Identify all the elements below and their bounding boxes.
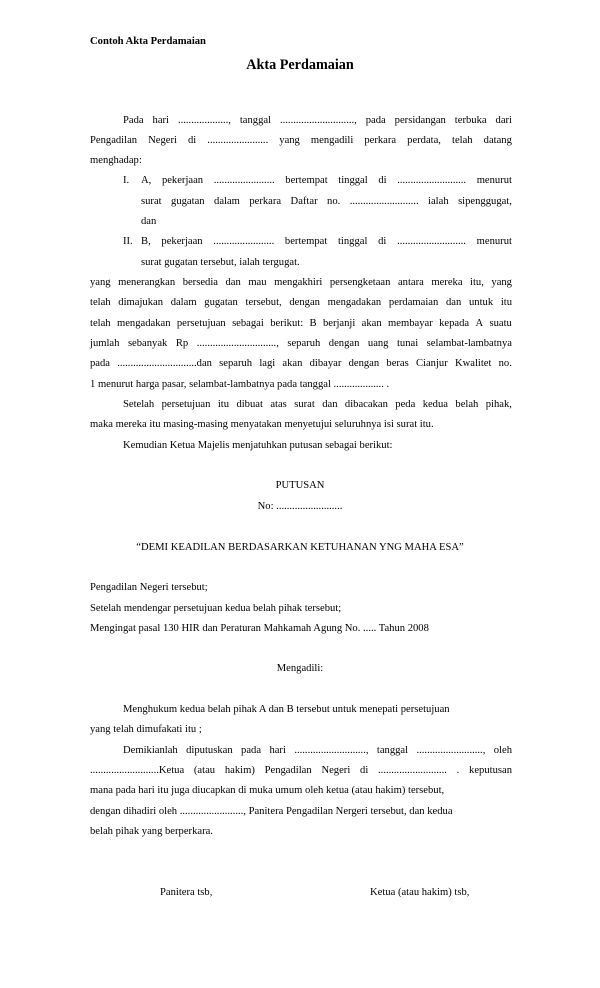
word: oleh: [493, 745, 512, 756]
word: perdata,: [407, 135, 441, 146]
word: mau: [248, 277, 267, 288]
word: jumlah: [90, 338, 120, 349]
word: Pada: [123, 115, 144, 126]
word: .: [456, 765, 460, 776]
word: A,: [141, 175, 152, 186]
word: di: [378, 236, 387, 247]
closing-line-1: [123, 745, 512, 758]
after-agreement-line-2: maka mereka itu masing-masing menyatakan menyetujui seluruhnya isi surat itu.: [90, 419, 434, 430]
agreement-line-6: 1 menurut harga pasar, selambat-lambatnya pada tanggal ................... .: [90, 379, 390, 390]
word: dibuat: [236, 399, 263, 410]
word: bertempat: [285, 175, 328, 186]
word: di: [360, 765, 369, 776]
party-2-line-1: [141, 236, 512, 249]
word: dimajukan: [118, 297, 163, 308]
word: membayar: [388, 318, 433, 329]
page-title: Akta Perdamaian: [246, 57, 354, 73]
word: sebagai: [232, 318, 264, 329]
word: separuh: [287, 338, 321, 349]
word: no.: [327, 196, 341, 207]
agreement-line-4: [90, 338, 512, 351]
word: perkara: [364, 135, 397, 146]
party-1-line-1: [141, 175, 512, 188]
word: dengan: [348, 358, 380, 369]
signature-clerk: Panitera tsb,: [160, 887, 213, 898]
word: selambat-lambatnya: [426, 338, 512, 349]
word: Pengadilan: [264, 765, 312, 776]
word: yang: [90, 277, 111, 288]
word: pekerjaan: [161, 236, 203, 247]
word: dan: [225, 277, 241, 288]
word: ...........................,: [294, 745, 369, 756]
word: Kwalitet: [454, 358, 492, 369]
word: ..............................,: [196, 338, 279, 349]
word: tanggal: [376, 745, 409, 756]
word: mereka: [431, 277, 463, 288]
word: Pengadilan: [90, 135, 138, 146]
word: dari: [495, 115, 512, 126]
word: gugatan: [171, 196, 205, 207]
consideration-2: Setelah mendengar persetujuan kedua belah pihak tersebut;: [90, 603, 342, 614]
word: persengketaan: [329, 277, 391, 288]
word: ialah: [428, 196, 449, 207]
word: tinggal: [337, 236, 368, 247]
word: di: [378, 175, 387, 186]
word: ............................,: [279, 115, 357, 126]
word: tanggal: [239, 115, 272, 126]
word: ..............................dan: [117, 358, 212, 369]
party-1-line-2: [141, 196, 512, 209]
word: no.: [498, 358, 512, 369]
word: mengadakan: [116, 318, 171, 329]
verdict-number: No: .........................: [257, 501, 343, 512]
word: pada: [241, 745, 262, 756]
word: ..........................: [378, 765, 447, 776]
word: .......................: [213, 175, 275, 186]
word: (atau: [193, 765, 216, 776]
word: lagi: [259, 358, 276, 369]
closing-line-2: [90, 765, 512, 778]
word: akan: [361, 318, 382, 329]
word: diputuskan: [186, 745, 233, 756]
word: tunai: [396, 338, 419, 349]
word: separuh: [219, 358, 253, 369]
word: dengan: [328, 338, 360, 349]
word: mengadakan: [327, 297, 382, 308]
agreement-line-1: [90, 277, 512, 290]
word: dan: [446, 297, 462, 308]
word: .........................,: [416, 745, 486, 756]
consideration-1: Pengadilan Negeri tersebut;: [90, 582, 208, 593]
adjudicate-heading: Mengadili:: [276, 663, 324, 674]
word: hari: [269, 745, 286, 756]
word: mengadili: [310, 135, 354, 146]
intro-line-3: menghadap:: [90, 155, 142, 166]
word: dalam: [170, 297, 197, 308]
word: menerangkan: [118, 277, 176, 288]
word: menurut: [476, 175, 512, 186]
word: ...................,: [177, 115, 231, 126]
word: Daftar: [290, 196, 318, 207]
word: berjanji: [322, 318, 356, 329]
word: itu,: [470, 277, 484, 288]
word: sebanyak: [127, 338, 168, 349]
word: pekerjaan: [161, 175, 204, 186]
word: antara: [397, 277, 424, 288]
word: Demikianlah: [123, 745, 178, 756]
word: tersebut,: [245, 297, 282, 308]
word: hakim): [224, 765, 255, 776]
word: telah: [90, 297, 111, 308]
word: itu: [217, 399, 230, 410]
ruling-line-1: Menghukum kedua belah pihak A dan B tersebut untuk menepati persetujuan: [123, 704, 450, 715]
word: Negeri: [321, 765, 351, 776]
word: telah: [90, 318, 111, 329]
party-2-marker: II.: [123, 236, 133, 247]
invocation: “DEMI KEADILAN BERDASARKAN KETUHANAN YNG MAHA ESA”: [136, 542, 464, 553]
word: hari: [152, 115, 170, 126]
word: perkara: [249, 196, 282, 207]
word: bersedia: [182, 277, 218, 288]
document-header: Contoh Akta Perdamaian: [90, 36, 206, 47]
word: kedua: [422, 399, 448, 410]
signature-judge: Ketua (atau hakim) tsb,: [370, 887, 470, 898]
word: Rp: [175, 338, 189, 349]
closing-line-3: mana pada hari itu juga diucapkan di muka umum oleh ketua (atau hakim) tersebut,: [90, 785, 445, 796]
agreement-line-5: [90, 358, 512, 371]
word: beras: [386, 358, 409, 369]
word: mengakhiri: [274, 277, 323, 288]
chair-statement: Kemudian Ketua Majelis menjatuhkan putusan sebagai berikut:: [123, 440, 393, 451]
word: atas: [270, 399, 287, 410]
word: menurut: [476, 236, 512, 247]
verdict-heading: PUTUSAN: [275, 480, 325, 491]
word: dengan: [289, 297, 320, 308]
closing-line-4: dengan dihadiri oleh ........................, Panitera Pengadilan Nergeri tersebut, dan kedua: [90, 806, 453, 817]
word: gugatan: [204, 297, 238, 308]
word: untuk: [468, 297, 494, 308]
ruling-line-2: yang telah dimufakati itu ;: [90, 724, 202, 735]
word: bertempat: [284, 236, 328, 247]
word: perdamaian: [388, 297, 439, 308]
word: Cianjur: [415, 358, 448, 369]
word: belah: [455, 399, 479, 410]
word: terbuka: [454, 115, 487, 126]
word: itu: [500, 297, 512, 308]
word: di: [188, 135, 197, 146]
intro-line-2: [90, 135, 512, 148]
word: peda: [395, 399, 416, 410]
party-1-line-3: dan: [141, 216, 157, 227]
word: telah: [452, 135, 473, 146]
word: .......................: [213, 236, 275, 247]
word: sipenggugat,: [458, 196, 512, 207]
consideration-3: Mengingat pasal 130 HIR dan Peraturan Mahkamah Agung No. ..... Tahun 2008: [90, 623, 429, 634]
word: B: [309, 318, 317, 329]
word: dibayar: [309, 358, 342, 369]
party-1-marker: I.: [123, 175, 130, 186]
word: berikut:: [270, 318, 304, 329]
word: B,: [141, 236, 151, 247]
word: akan: [282, 358, 303, 369]
word: suatu: [489, 318, 512, 329]
word: persidangan: [394, 115, 446, 126]
word: persetujuan: [176, 318, 226, 329]
word: dibacakan: [344, 399, 388, 410]
word: keputusan: [469, 765, 512, 776]
word: surat: [294, 399, 315, 410]
party-2-line-2: surat gugatan tersebut, ialah tergugat.: [141, 257, 300, 268]
word: Setelah: [123, 399, 155, 410]
word: dan: [322, 399, 338, 410]
word: persetujuan: [161, 399, 211, 410]
word: yang: [279, 135, 300, 146]
word: pada: [365, 115, 386, 126]
word: pihak,: [485, 399, 512, 410]
word: pada: [90, 358, 110, 369]
intro-line-1: [123, 115, 512, 128]
closing-line-5: belah pihak yang berperkara.: [90, 826, 213, 837]
word: Negeri: [148, 135, 177, 146]
after-agreement-line-1: [123, 399, 512, 412]
word: uang: [367, 338, 389, 349]
word: ..........................: [397, 175, 467, 186]
word: dalam: [214, 196, 240, 207]
word: ..........................: [397, 236, 466, 247]
word: kepada: [439, 318, 470, 329]
word: ..........................Ketua: [90, 765, 185, 776]
word: surat: [141, 196, 162, 207]
word: ..........................: [349, 196, 419, 207]
word: yang: [491, 277, 512, 288]
agreement-line-2: [90, 297, 512, 310]
word: .......................: [207, 135, 269, 146]
word: datang: [483, 135, 512, 146]
word: A: [475, 318, 484, 329]
agreement-line-3: [90, 318, 512, 331]
word: tinggal: [338, 175, 368, 186]
